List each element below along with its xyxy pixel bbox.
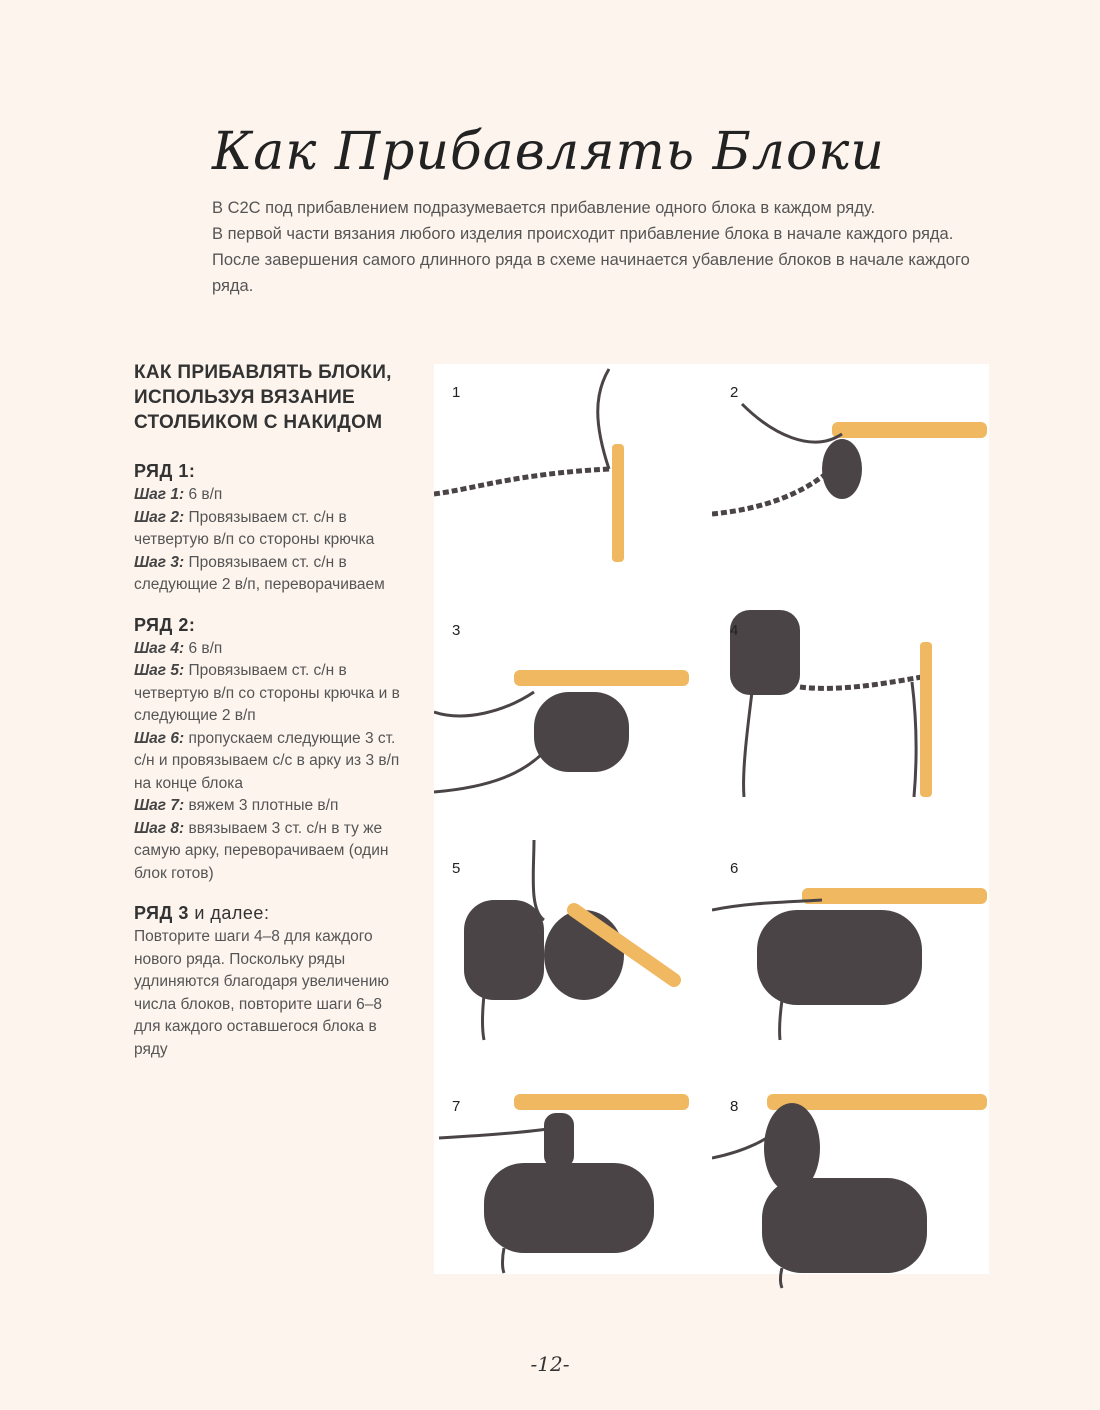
- step-5: Шаг 5: Провязываем ст. с/н в четвертую в/п со стороны крючка и в следующие 2 в/п: [134, 662, 400, 724]
- photo-step-6: [712, 840, 989, 1067]
- row-2-block: [134, 615, 404, 886]
- photo-step-4: [712, 602, 989, 829]
- crochet-photo-5: [434, 840, 711, 1067]
- photo-number: 3: [452, 622, 461, 639]
- instructions-column: [134, 360, 404, 1079]
- crochet-photo-4: [712, 602, 989, 829]
- intro-paragraph-1: В C2C под прибавлением подразумевается прибавление одного блока в каждом ряду.: [212, 199, 876, 217]
- crochet-photo-6: [712, 840, 989, 1067]
- step-8: Шаг 8: ввязываем 3 ст. с/н в ту же самую арку, переворачиваем (один блок готов): [134, 819, 389, 882]
- section-heading: КАК ПРИБАВЛЯТЬ БЛОКИ, ИСПОЛЬЗУЯ ВЯЗАНИЕ СТОЛБИКОМ С НАКИДОМ: [134, 362, 392, 433]
- row-title: РЯД 1:: [134, 461, 196, 481]
- row-title: РЯД 2:: [134, 614, 196, 635]
- crochet-photo-1: [434, 364, 711, 591]
- photo-number: 2: [730, 384, 739, 401]
- photo-step-7: [434, 1078, 711, 1305]
- crochet-photo-2: [712, 364, 989, 591]
- photo-step-5: [434, 840, 711, 1067]
- intro-text: [212, 195, 982, 299]
- step-7: Шаг 7: вяжем 3 плотные в/п: [134, 797, 339, 814]
- photo-step-8: [712, 1078, 989, 1305]
- photo-number: 1: [452, 384, 461, 401]
- photo-grid: [434, 364, 989, 1274]
- crochet-photo-7: [434, 1078, 711, 1305]
- intro-paragraph-2: В первой части вязания любого изделия происходит прибавление блока в начале каждого ряда. После завершения самого длинного ряда в схеме начинается убавление блоков в начале каждого ряда.: [212, 225, 970, 295]
- crochet-photo-8: [712, 1078, 989, 1305]
- step-3: Шаг 3: Провязываем ст. с/н в следующие 2 в/п, переворачиваем: [134, 553, 385, 593]
- page-number: -12-: [530, 1352, 570, 1376]
- page-title: Как Прибавлять Блоки: [212, 122, 885, 182]
- row-1-block: [134, 461, 404, 597]
- photo-step-3: [434, 602, 711, 829]
- row-3-block: [134, 903, 404, 1061]
- photo-step-1: [434, 364, 711, 591]
- step-1: Шаг 1: 6 в/п: [134, 486, 223, 503]
- step-4: Шаг 4: 6 в/п: [134, 639, 223, 657]
- photo-number: 5: [452, 860, 461, 877]
- photo-number: 6: [730, 860, 739, 877]
- photo-number: 4: [730, 622, 739, 639]
- photo-number: 7: [452, 1098, 461, 1115]
- row-title: РЯД 3 и далее:: [134, 903, 270, 923]
- crochet-photo-3: [434, 602, 711, 829]
- row-3-text: Повторите шаги 4–8 для каждого нового ряда. Поскольку ряды удлиняются благодаря увеличению числа блоков, повторите шаги 6–8 для каждого оставшегося блока в ряду: [134, 928, 390, 1058]
- photo-number: 8: [730, 1098, 739, 1115]
- step-2: Шаг 2: Провязываем ст. с/н в четвертую в/п со стороны крючка: [134, 508, 375, 548]
- step-6: Шаг 6: пропускаем следующие 3 ст. с/н и провязываем с/с в арку из 3 в/п на конце блока: [134, 729, 400, 792]
- photo-step-2: [712, 364, 989, 591]
